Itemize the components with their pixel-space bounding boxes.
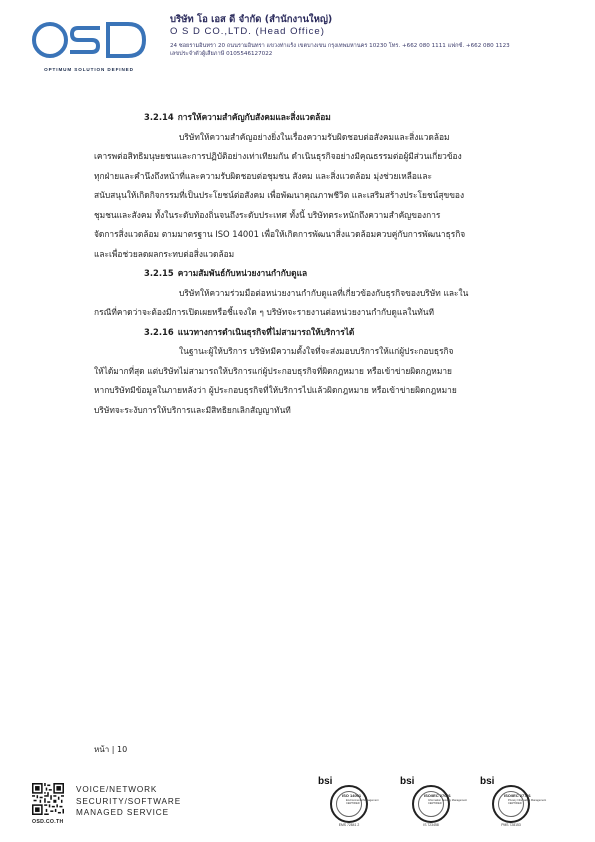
- bsi-logo: bsi: [318, 776, 333, 787]
- company-logo: [30, 18, 148, 80]
- service-item: MANAGED SERVICE: [76, 808, 169, 817]
- cert-code: EMS 72841 2: [338, 823, 360, 827]
- section-3-2-16: [94, 323, 518, 421]
- certification-badge-iso-27701: [478, 776, 547, 828]
- paragraph-line: ให้ได้มากที่สุด แต่บริษัทไม่สามารถให้บริการแก่ผู้ประกอบธุรกิจที่ผิดกฎหมาย หรือเข้าข่ายผิดกฎหมาย: [94, 365, 452, 376]
- document-body: [94, 108, 518, 420]
- section-paragraph: [94, 128, 518, 265]
- service-item: SECURITY/SOFTWARE: [76, 796, 182, 806]
- section-title: ความสัมพันธ์กับหน่วยงานกำกับดูแล: [177, 268, 308, 278]
- service-item: VOICE/NETWORK: [76, 785, 158, 794]
- cert-code: IS 723458: [423, 823, 439, 827]
- company-name-thai: บริษัท โอ เอส ดี จำกัด (สำนักงานใหญ่): [170, 14, 333, 25]
- page-number: หน้า | 10: [94, 745, 128, 754]
- cert-desc-text: Environmental Management: [346, 799, 379, 802]
- company-tax-id: เลขประจำตัวผู้เสียภาษี 0105546127022: [170, 51, 273, 57]
- paragraph-line: เคารพต่อสิทธิมนุษยชนและการปฏิบัติอย่างเท่าเทียมกัน ดำเนินธุรกิจอย่างมีคุณธรรมต่อผู้มีส่วนเกี่ยวข้อง: [94, 151, 462, 161]
- cert-status: CERTIFIED: [346, 802, 360, 805]
- cert-standard: ISO 14001: [342, 793, 362, 798]
- paragraph-line: สนับสนุนให้เกิดกิจกรรมที่เป็นประโยชน์ต่อสังคม เพื่อพัฒนาคุณภาพชีวิต และเสริมสร้างประโยชน์สุขของ: [94, 190, 465, 200]
- cert-standard: ISO/IEC 27001: [424, 793, 451, 798]
- section-title: แนวทางการดำเนินธุรกิจที่ไม่สามารถให้บริการได้: [177, 326, 355, 337]
- cert-description: [428, 799, 467, 805]
- section-number: 3.2.15: [144, 268, 174, 278]
- company-info: [170, 14, 580, 58]
- paragraph-line: จัดการสิ่งแวดล้อม ตามมาตรฐาน ISO 14001 เพื่อให้เกิดการพัฒนาสิ่งแวดล้อมควบคู่กับการพัฒนาธุรกิจ: [94, 229, 466, 239]
- bsi-logo: bsi: [480, 776, 495, 787]
- cert-description: [508, 799, 546, 805]
- paragraph-line: ชุมชนและสังคม ทั้งในระดับท้องถิ่นจนถึงระดับประเทศ ทั้งนี้ บริษัทตระหนักถึงความสำคัญของการ: [94, 209, 441, 220]
- website-url: OSD.CO.TH: [32, 819, 64, 825]
- section-heading: [144, 264, 518, 284]
- section-3-2-14: [94, 108, 518, 264]
- service-list: [76, 784, 181, 819]
- cert-standard: ISO/IEC 27701: [504, 793, 531, 798]
- cert-description: [346, 799, 378, 805]
- bsi-logo: bsi: [400, 776, 415, 787]
- section-title: การให้ความสำคัญกับสังคมและสิ่งแวดล้อม: [177, 112, 331, 122]
- certification-badge-iso-27001: [398, 776, 467, 828]
- section-number: 3.2.16: [144, 326, 174, 337]
- cert-status: CERTIFIED: [428, 802, 442, 805]
- paragraph-line: บริษัทจะระงับการให้บริการและมีสิทธิยกเลิกสัญญาทันที: [94, 404, 291, 415]
- section-paragraph: [94, 342, 518, 420]
- paragraph-line: ในฐานะผู้ให้บริการ บริษัทมีความตั้งใจที่จะส่งมอบบริการให้แก่ผู้ประกอบธุรกิจ: [179, 346, 454, 356]
- section-number: 3.2.14: [144, 112, 174, 122]
- certification-badge-iso-14001: [316, 776, 380, 828]
- cert-code: PMS 728153: [501, 823, 521, 827]
- cert-desc-text: Privacy Information Management: [508, 799, 547, 802]
- paragraph-line: บริษัทให้ความสำคัญอย่างยิ่งในเรื่องความรับผิดชอบต่อสังคมและสิ่งแวดล้อม: [179, 131, 450, 142]
- qr-code-icon: [32, 783, 64, 815]
- section-3-2-15: [94, 264, 518, 323]
- paragraph-line: หากบริษัทมีข้อมูลในภายหลังว่า ผู้ประกอบธุรกิจที่ให้บริการไปแล้วผิดกฎหมาย หรือเข้าข่ายผิดกฎหมาย: [94, 385, 457, 395]
- paragraph-line: ทุกฝ่ายและคำนึงถึงหน้าที่และความรับผิดชอบต่อชุมชน สังคม และสิ่งแวดล้อม มุ่งช่วยเหลือและ: [94, 170, 432, 181]
- osd-logo-mark: [30, 18, 148, 64]
- logo-tagline: OPTIMUM SOLUTION DEFINED: [44, 67, 134, 72]
- paragraph-line: บริษัทให้ความร่วมมือต่อหน่วยงานกำกับดูแลที่เกี่ยวข้องกับธุรกิจของบริษัท และใน: [179, 287, 469, 298]
- section-heading: [144, 323, 518, 343]
- paragraph-line: และเพื่อช่วยลดผลกระทบต่อสิ่งแวดล้อม: [94, 248, 235, 259]
- cert-status: CERTIFIED: [508, 802, 522, 805]
- paragraph-line: กรณีที่คาดว่าจะต้องมีการเปิดเผยหรือชี้แจงใด ๆ บริษัทจะรายงานต่อหน่วยงานกำกับดูแลในทันที: [94, 307, 434, 317]
- section-paragraph: [94, 284, 518, 323]
- cert-desc-text: Information Security Management: [428, 799, 467, 802]
- company-name-english: O S D CO.,LTD. (Head Office): [170, 26, 325, 37]
- company-address: 24 ซอยรามอินทรา 20 ถนนรามอินทรา แขวงท่าแร้ง เขตบางเขน กรุงเทพมหานคร 10230 โทร. +662 080 1111 แฟกซ์. +662 080 1123: [170, 43, 510, 49]
- section-heading: [144, 108, 518, 128]
